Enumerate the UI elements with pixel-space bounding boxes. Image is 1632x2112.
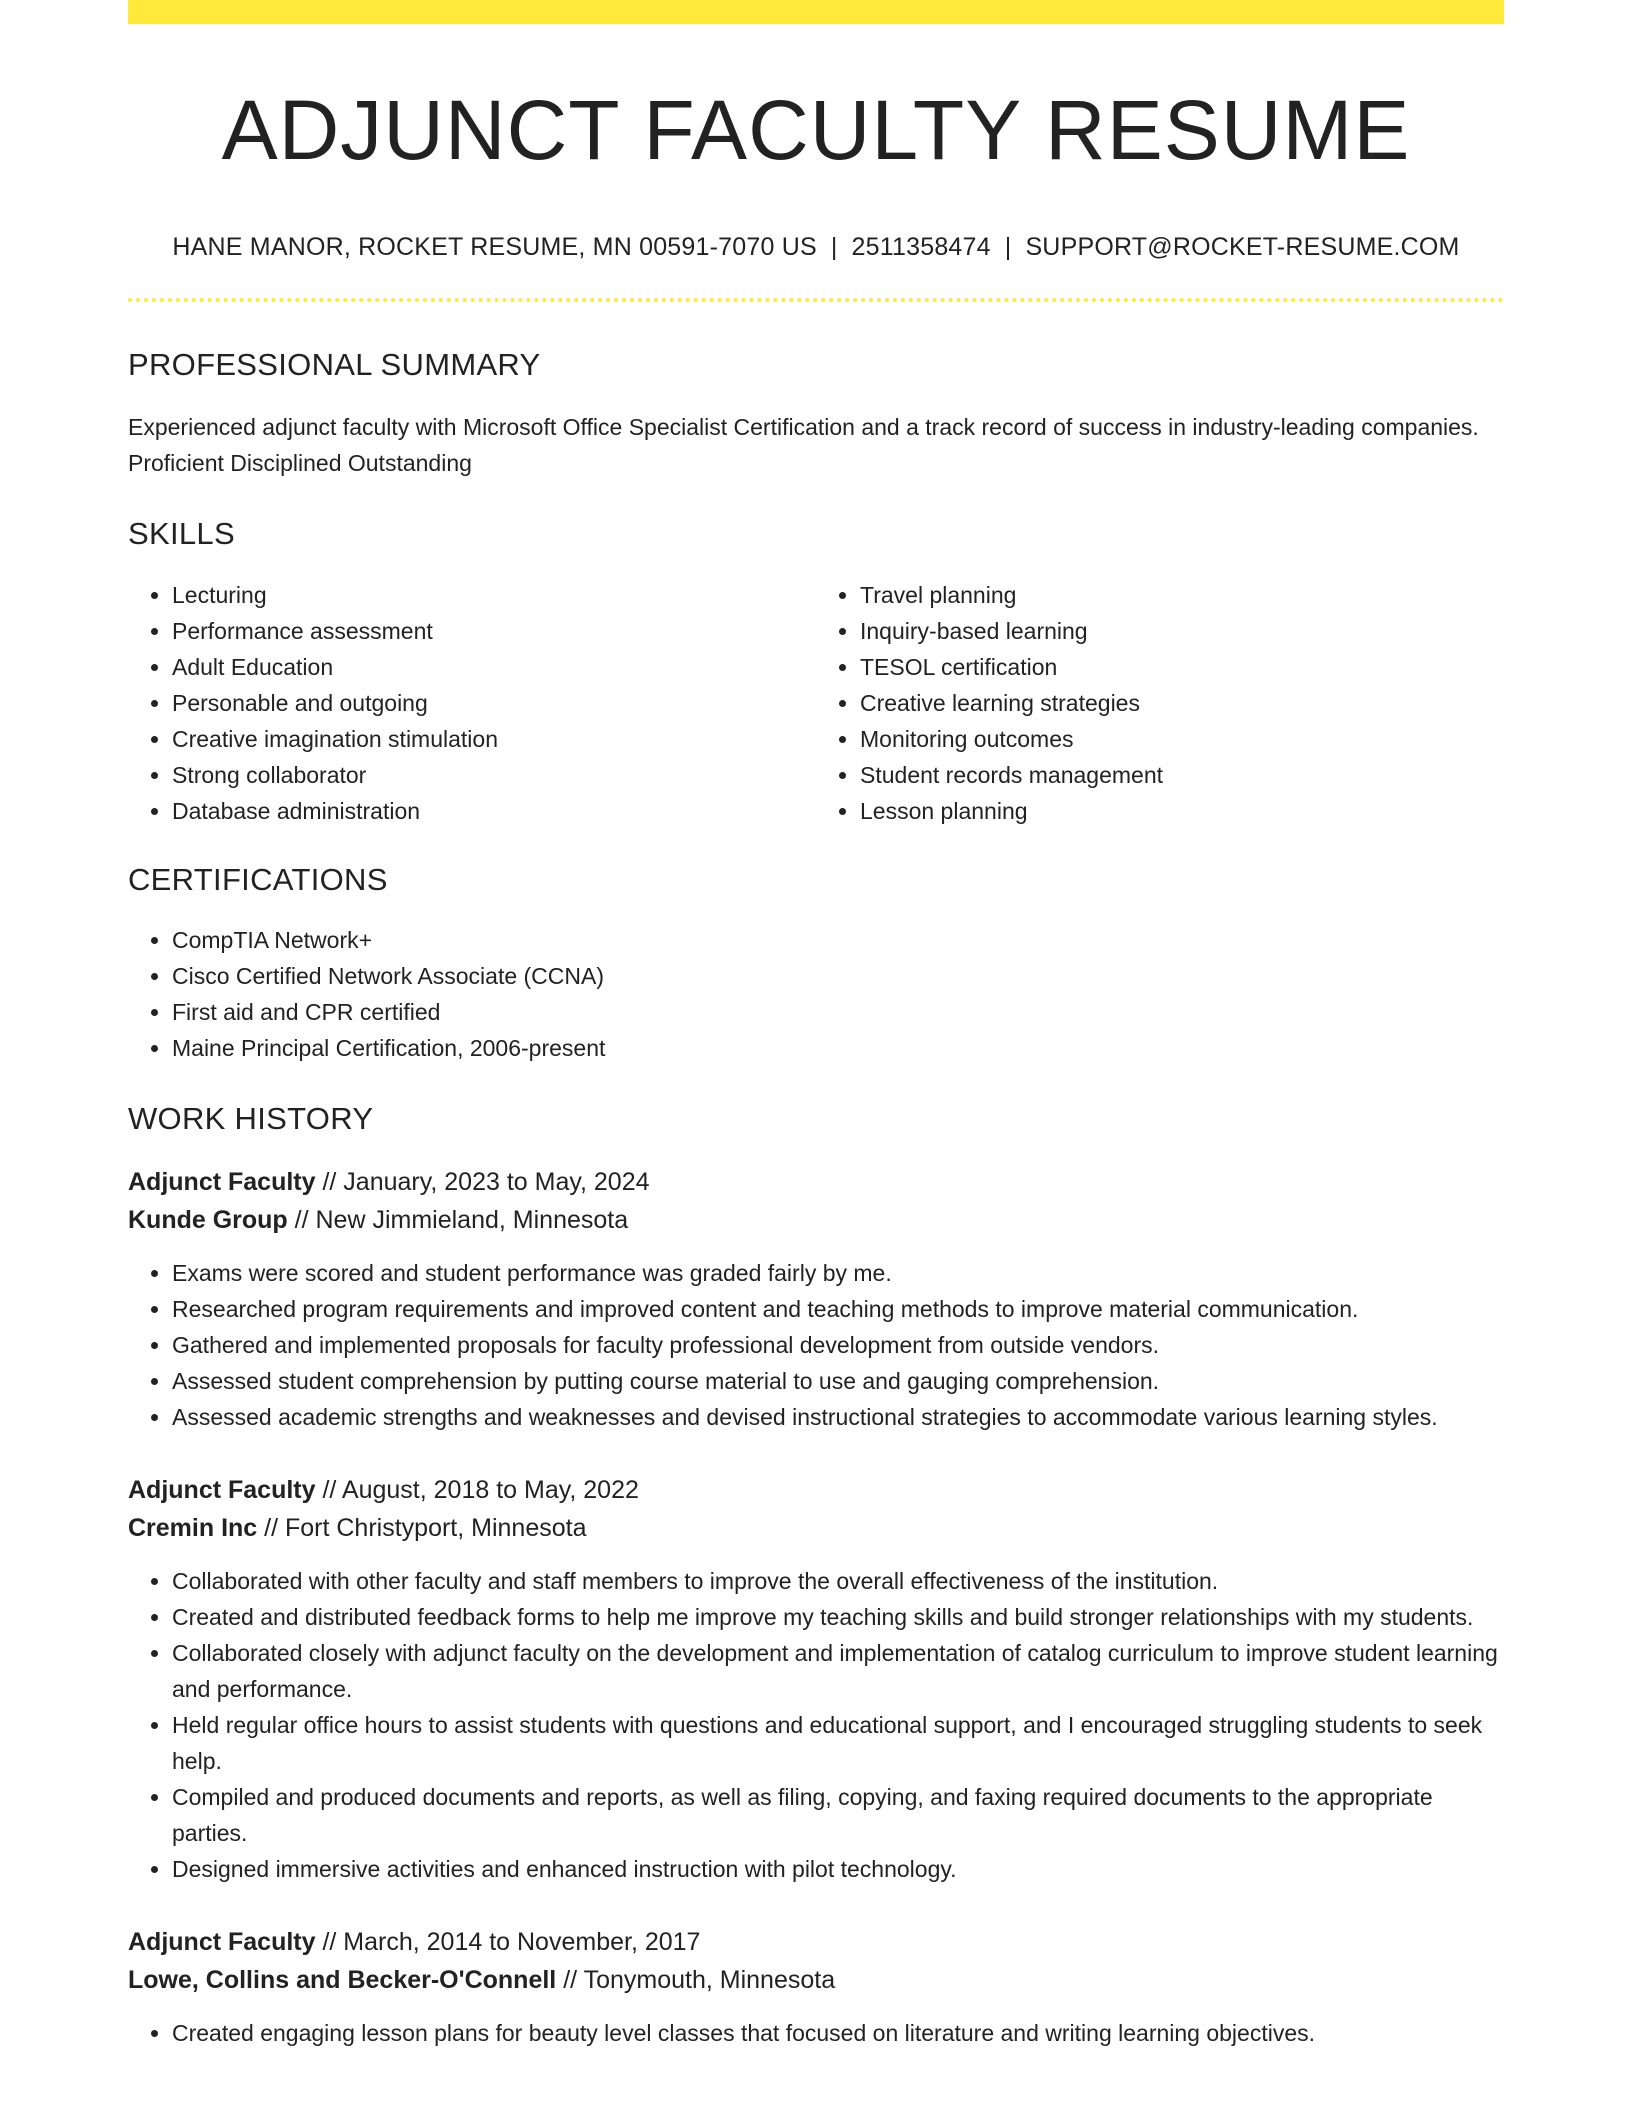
job-title: Adjunct Faculty bbox=[128, 1475, 316, 1504]
skill-item: • Strong collaborator bbox=[172, 757, 816, 793]
job-entry bbox=[128, 1471, 1504, 1887]
skill-item: • Adult Education bbox=[172, 649, 816, 685]
skill-item: • Creative imagination stimulation bbox=[172, 721, 816, 757]
contact-phone: 2511358474 bbox=[851, 233, 991, 262]
contact-line bbox=[128, 232, 1504, 262]
skill-item: • Travel planning bbox=[860, 577, 1504, 613]
skills-heading: SKILLS bbox=[128, 516, 235, 552]
job-dates: // August, 2018 to May, 2022 bbox=[315, 1475, 639, 1504]
job-title-line bbox=[128, 1471, 1504, 1509]
certifications-list bbox=[128, 922, 1504, 1066]
job-bullets bbox=[128, 2015, 1504, 2051]
certification-item: • First aid and CPR certified bbox=[172, 994, 1504, 1030]
job-dates: // March, 2014 to November, 2017 bbox=[315, 1927, 701, 1956]
certification-item: • Maine Principal Certification, 2006-present bbox=[172, 1030, 1504, 1066]
job-company-line bbox=[128, 1961, 1504, 1999]
job-bullet: • Gathered and implemented proposals for faculty professional development from outside vendors. bbox=[172, 1327, 1504, 1363]
job-bullet: • Held regular office hours to assist students with questions and educational support, and I encouraged struggling students to seek help. bbox=[172, 1707, 1504, 1779]
job-company: Lowe, Collins and Becker-O'Connell bbox=[128, 1965, 557, 1994]
skill-item: • Creative learning strategies bbox=[860, 685, 1504, 721]
certification-item: • CompTIA Network+ bbox=[172, 922, 1504, 958]
job-company: Kunde Group bbox=[128, 1205, 288, 1234]
job-bullets bbox=[128, 1563, 1504, 1887]
skill-item: • Lecturing bbox=[172, 577, 816, 613]
certifications-heading: CERTIFICATIONS bbox=[128, 861, 388, 897]
summary-text: Experienced adjunct faculty with Microsoft Office Specialist Certification and a track record of success in industry-leading companies. Proficient Disciplined Outstanding bbox=[128, 414, 1479, 477]
job-bullet: • Collaborated with other faculty and staff members to improve the overall effectiveness of the institution. bbox=[172, 1563, 1504, 1599]
skills-list-right bbox=[816, 577, 1504, 829]
skills-list-left bbox=[128, 577, 816, 829]
skill-item: • Inquiry-based learning bbox=[860, 613, 1504, 649]
top-accent-bar bbox=[128, 0, 1504, 24]
work-history-heading: WORK HISTORY bbox=[128, 1100, 374, 1136]
contact-email: SUPPORT@ROCKET-RESUME.COM bbox=[1025, 233, 1460, 262]
dotted-divider bbox=[128, 298, 1504, 302]
job-location: // New Jimmieland, Minnesota bbox=[287, 1205, 629, 1234]
skill-item: • Performance assessment bbox=[172, 613, 816, 649]
skill-item: • Monitoring outcomes bbox=[860, 721, 1504, 757]
job-title: Adjunct Faculty bbox=[128, 1927, 316, 1956]
job-location: // Fort Christyport, Minnesota bbox=[257, 1513, 587, 1542]
job-entry bbox=[128, 1923, 1504, 2051]
job-title-line bbox=[128, 1163, 1504, 1201]
skills-columns bbox=[128, 577, 1504, 829]
skill-item: • TESOL certification bbox=[860, 649, 1504, 685]
job-bullet: • Collaborated closely with adjunct faculty on the development and implementation of catalog curriculum to improve student learning and performance. bbox=[172, 1635, 1504, 1707]
job-company-line bbox=[128, 1201, 1504, 1239]
contact-separator: | bbox=[1004, 233, 1012, 262]
job-location: // Tonymouth, Minnesota bbox=[556, 1965, 836, 1994]
summary-heading: PROFESSIONAL SUMMARY bbox=[128, 347, 541, 383]
job-bullet: • Designed immersive activities and enhanced instruction with pilot technology. bbox=[172, 1851, 1504, 1887]
job-company: Cremin Inc bbox=[128, 1513, 258, 1542]
job-entry bbox=[128, 1163, 1504, 1435]
contact-address: HANE MANOR, ROCKET RESUME, MN 00591-7070 US bbox=[172, 233, 817, 262]
contact-separator: | bbox=[830, 233, 838, 262]
job-bullet: • Assessed academic strengths and weaknesses and devised instructional strategies to accommodate various learning styles. bbox=[172, 1399, 1504, 1435]
job-bullet: • Created and distributed feedback forms to help me improve my teaching skills and build stronger relationships with my students. bbox=[172, 1599, 1504, 1635]
job-title: Adjunct Faculty bbox=[128, 1167, 316, 1196]
job-bullet: • Created engaging lesson plans for beauty level classes that focused on literature and writing learning objectives. bbox=[172, 2015, 1504, 2051]
skill-item: • Student records management bbox=[860, 757, 1504, 793]
job-bullet: • Exams were scored and student performance was graded fairly by me. bbox=[172, 1255, 1504, 1291]
resume-page bbox=[128, 0, 1504, 2051]
certification-item: • Cisco Certified Network Associate (CCNA) bbox=[172, 958, 1504, 994]
skill-item: • Personable and outgoing bbox=[172, 685, 816, 721]
skill-item: • Lesson planning bbox=[860, 793, 1504, 829]
resume-title: ADJUNCT FACULTY RESUME bbox=[221, 83, 1411, 177]
job-company-line bbox=[128, 1509, 1504, 1547]
job-bullet: • Assessed student comprehension by putting course material to use and gauging comprehension. bbox=[172, 1363, 1504, 1399]
job-bullets bbox=[128, 1255, 1504, 1435]
job-bullet: • Compiled and produced documents and reports, as well as filing, copying, and faxing required documents to the appropriate parties. bbox=[172, 1779, 1504, 1851]
job-title-line bbox=[128, 1923, 1504, 1961]
job-dates: // January, 2023 to May, 2024 bbox=[315, 1167, 650, 1196]
job-bullet: • Researched program requirements and improved content and teaching methods to improve material communication. bbox=[172, 1291, 1504, 1327]
skill-item: • Database administration bbox=[172, 793, 816, 829]
